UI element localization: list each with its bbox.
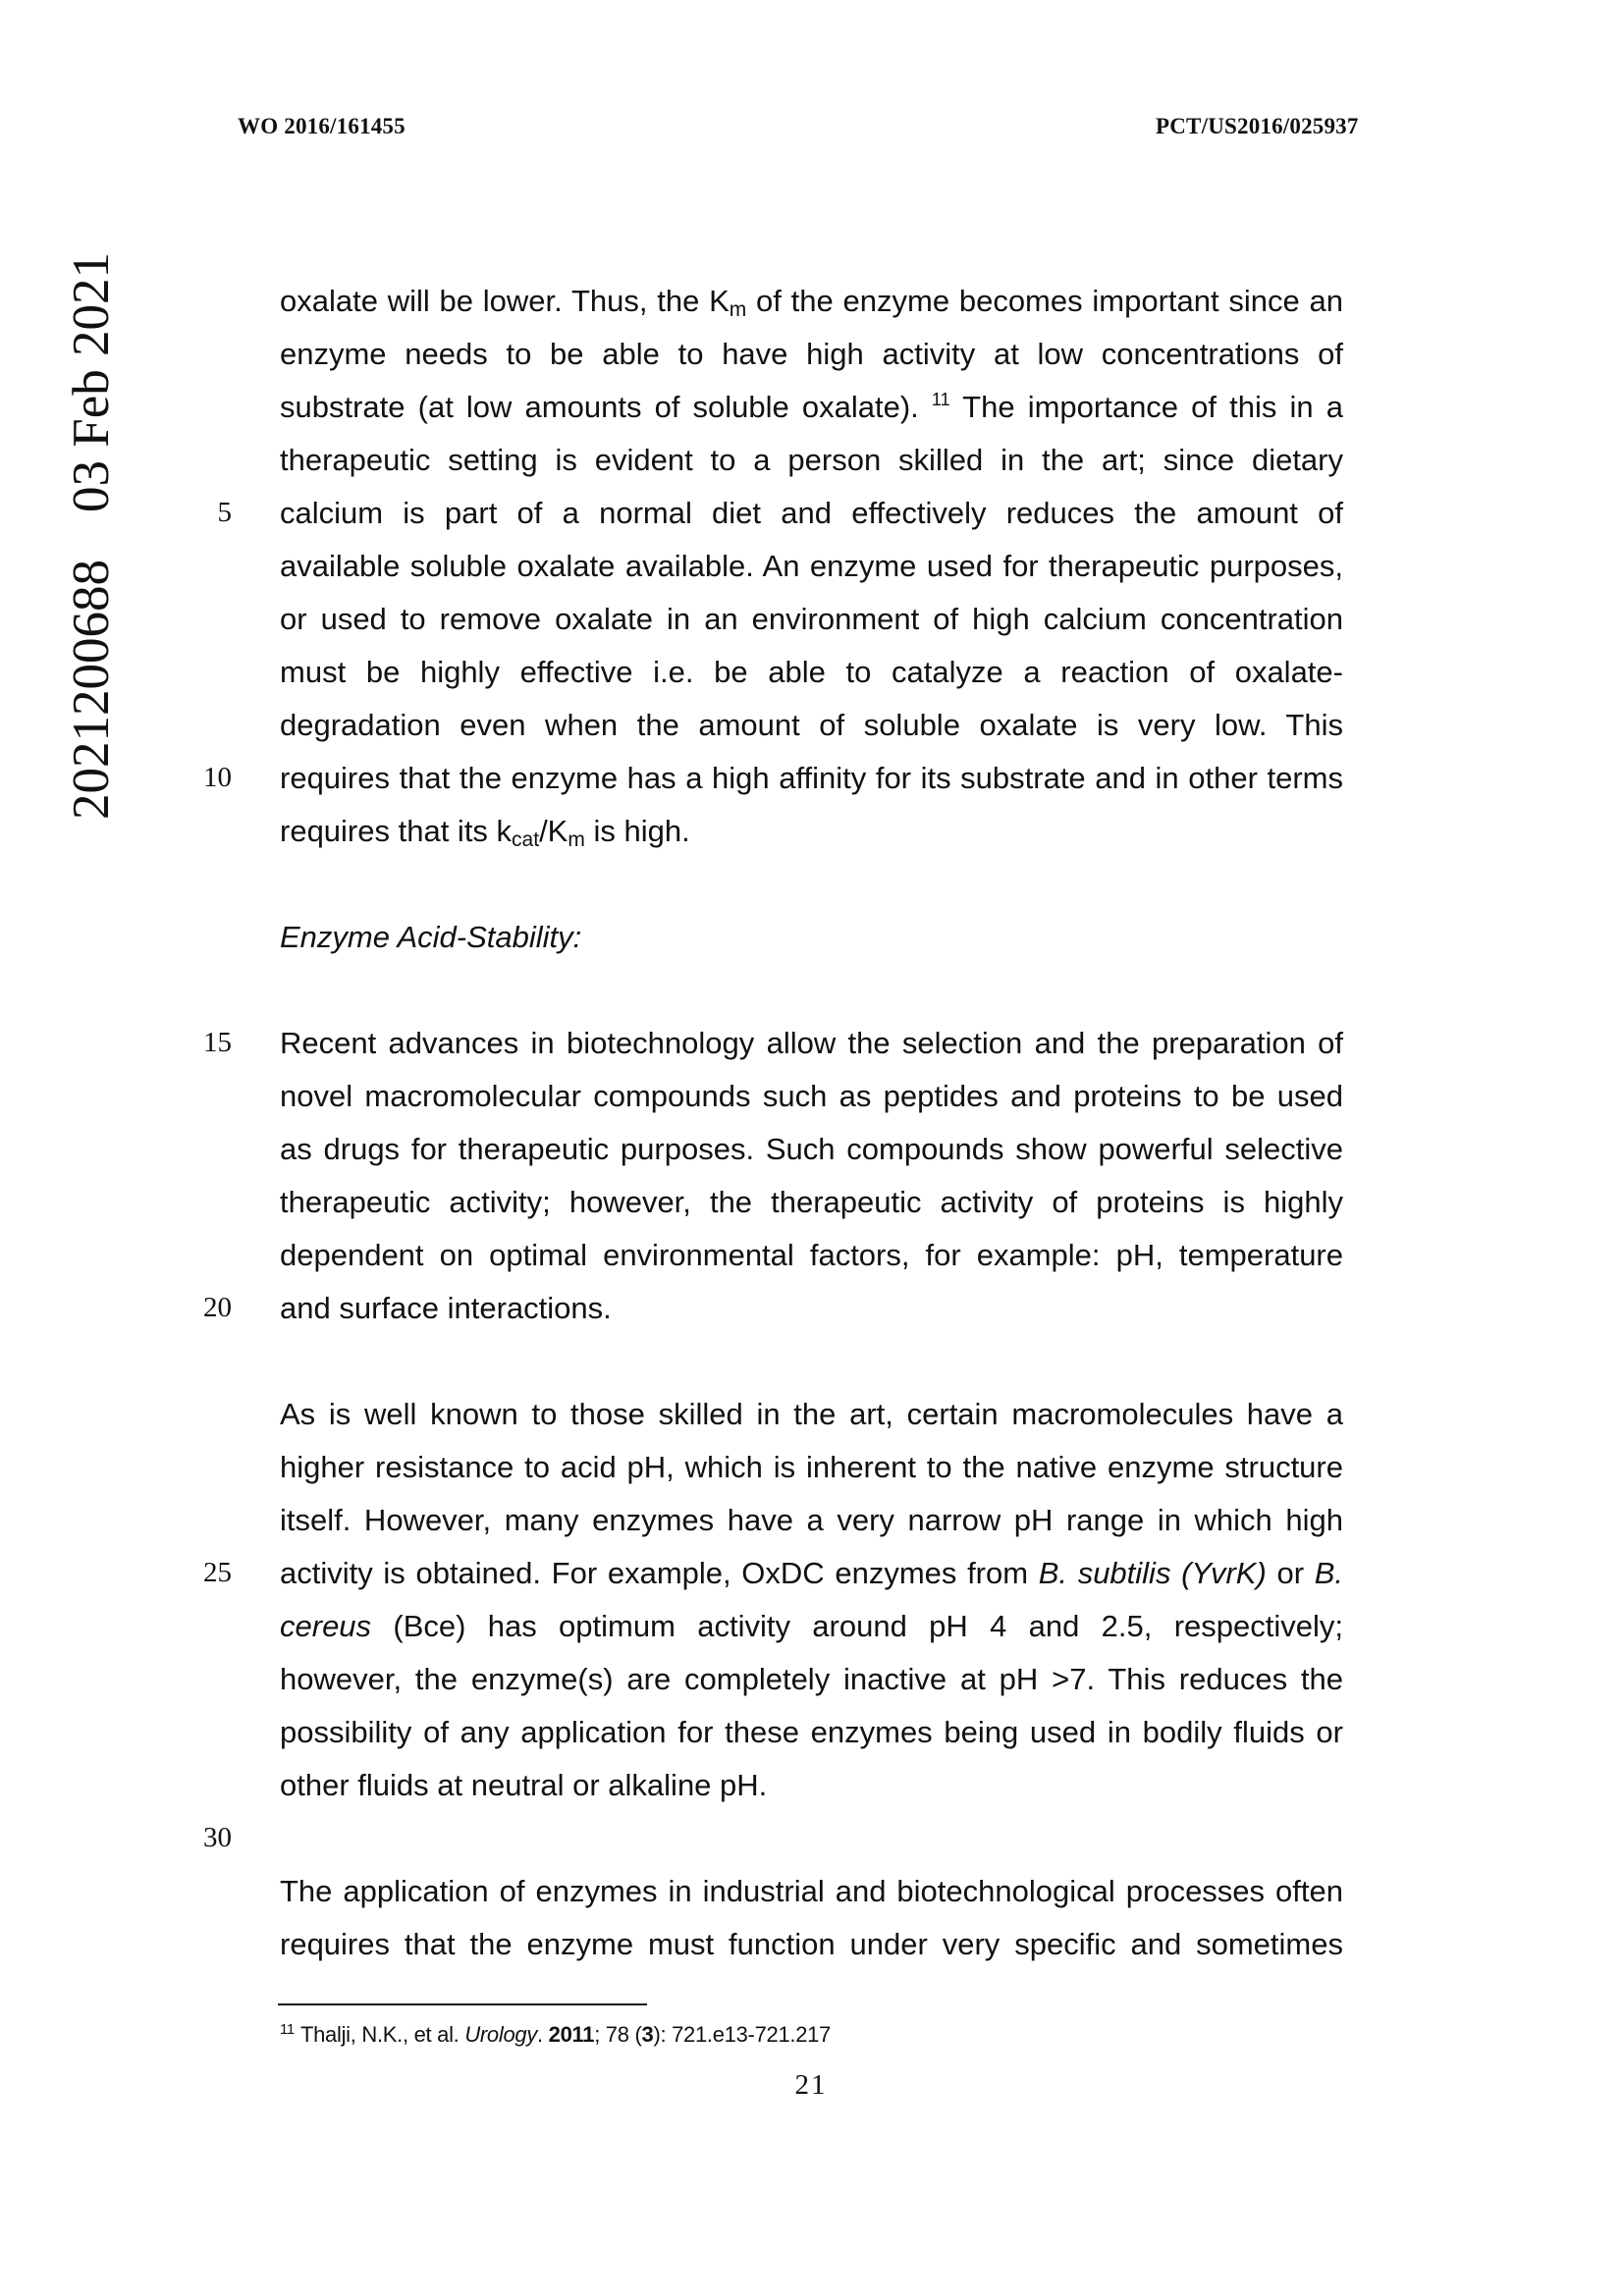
text-line: requires that the enzyme has a high affinity for its substrate and in other terms (280, 761, 1343, 795)
side-stamp (63, 191, 120, 820)
text-line: and surface interactions. (280, 1291, 612, 1325)
text-line: other fluids at neutral or alkaline pH. (280, 1768, 768, 1802)
text-line: Recent advances in biotechnology allow the selection and the preparation of (280, 1026, 1343, 1060)
text-line: dependent on optimal environmental factors, for example: pH, temperature (280, 1238, 1343, 1272)
text-line: requires that the enzyme must function under very specific and sometimes (280, 1927, 1343, 1961)
publication-number: WO 2016/161455 (238, 114, 406, 138)
section-heading: Enzyme Acid-Stability: (280, 920, 582, 954)
text-line: however, the enzyme(s) are completely inactive at pH >7. This reduces the (280, 1662, 1343, 1696)
text-line: novel macromolecular compounds such as peptides and proteins to be used (280, 1079, 1343, 1113)
text-line: As is well known to those skilled in the art, certain macromolecules have a (280, 1397, 1343, 1431)
text-line: or used to remove oxalate in an environment of high calcium concentration (280, 602, 1343, 636)
text-line: substrate (at low amounts of soluble oxalate). $^{11}$ The importance of this in a (280, 390, 1343, 424)
footnote: $^{11}$ Thalji, N.K., et al. Urology. 2011; 78 (3): 721.e13-721.217 (280, 2021, 831, 2047)
footnote-ref[interactable]: 11 (931, 390, 950, 409)
footnote-marker: 11 (280, 2021, 295, 2038)
text-line: therapeutic setting is evident to a person skilled in the art; since dietary (280, 443, 1343, 477)
text-line: calcium is part of a normal diet and effectively reduces the amount of (280, 496, 1343, 530)
line-number: 10 (203, 762, 232, 793)
line-number: 15 (203, 1027, 232, 1058)
text-line: must be highly effective i.e. be able to catalyze a reaction of oxalate- (280, 655, 1343, 689)
text-line: degradation even when the amount of soluble oxalate is very low. This (280, 708, 1343, 742)
text-line: as drugs for therapeutic purposes. Such compounds show powerful selective (280, 1132, 1343, 1166)
text-line: The application of enzymes in industrial and biotechnological processes often (280, 1874, 1343, 1908)
side-stamp-date: 03 Feb 2021 (63, 252, 120, 512)
text-line: requires that its $k_{cat}/K_m$ is high. (280, 814, 690, 851)
text-line: therapeutic activity; however, the therapeutic activity of proteins is highly (280, 1185, 1343, 1219)
footnote-divider (278, 2003, 647, 2005)
text-line: higher resistance to acid pH, which is inherent to the native enzyme structure (280, 1450, 1343, 1484)
line-number: 30 (203, 1822, 232, 1853)
side-stamp-number: 2021200688 (63, 560, 120, 820)
application-number: PCT/US2016/025937 (1156, 114, 1359, 138)
text-line: activity is obtained. For example, OxDC enzymes from B. subtilis (YvrK) or B. (280, 1556, 1343, 1590)
line-number: 25 (203, 1557, 232, 1588)
text-line: enzyme needs to be able to have high activity at low concentrations of (280, 337, 1343, 371)
text-line: available soluble oxalate available. An enzyme used for therapeutic purposes, (280, 549, 1343, 583)
line-number: 5 (217, 497, 232, 528)
text-line: cereus (Bce) has optimum activity around pH 4 and 2.5, respectively; (280, 1609, 1343, 1643)
page-number: 21 (794, 2069, 828, 2101)
text-line: itself. However, many enzymes have a very narrow pH range in which high (280, 1503, 1343, 1537)
journal-name: Urology (464, 2022, 538, 2047)
text-line: possibility of any application for these enzymes being used in bodily fluids or (280, 1715, 1343, 1749)
line-number: 20 (203, 1292, 232, 1323)
text-line: oxalate will be lower. Thus, the $K_m$ of the enzyme becomes important since an (280, 284, 1343, 321)
